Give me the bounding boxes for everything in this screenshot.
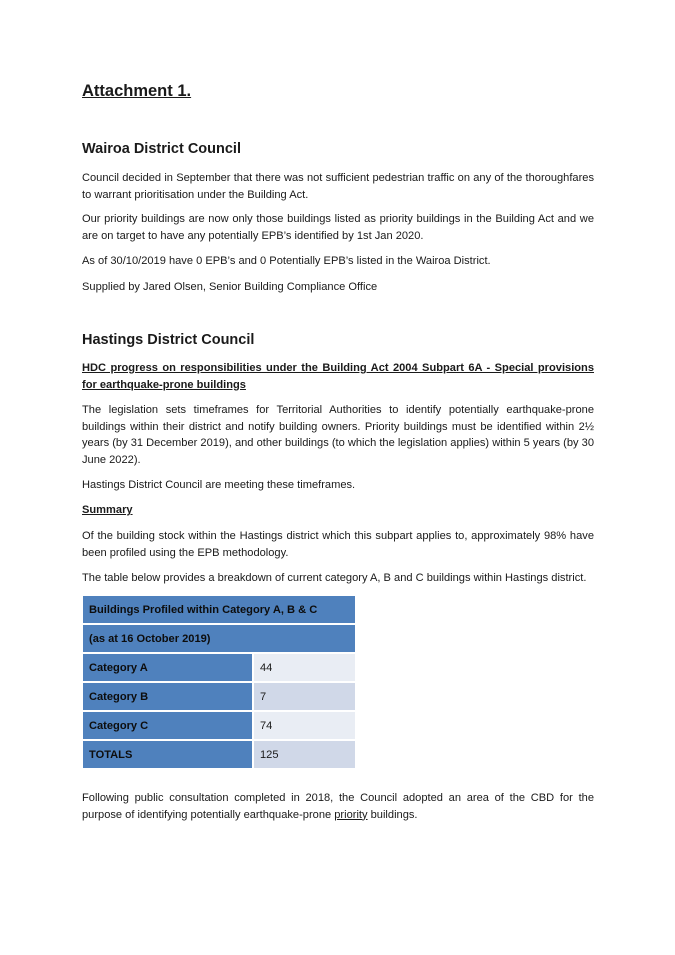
hastings-paragraph-2: Hastings District Council are meeting these timeframes.	[82, 479, 356, 491]
table-row	[82, 711, 356, 740]
hastings-paragraph-4: The table below provides a breakdown of current category A, B and C buildings within Hastings district.	[82, 572, 587, 584]
summary-heading: Summary	[82, 504, 133, 516]
priority-underlined: priority	[334, 808, 368, 821]
category-table	[82, 595, 356, 769]
attachment-title: Attachment 1.	[82, 82, 192, 100]
table-row	[82, 682, 356, 711]
wairoa-paragraph-3: As of 30/10/2019 have 0 EPB’s and 0 Potentially EPB’s listed in the Wairoa District.	[82, 255, 491, 267]
wairoa-paragraph-2: Our priority buildings are now only those buildings listed as priority buildings in the Building Act and we are on target to have any potentially EPB’s identified by 1st Jan 2020.	[82, 213, 594, 242]
paragraph-5-text: Following public consultation completed in 2018, the Council adopted an area of the CBD for the purpose of identifying potentially earthquake-prone	[82, 792, 594, 821]
wairoa-paragraph-1: Council decided in September that there was not sufficient pedestrian traffic on any of the thoroughfares to warrant prioritisation under the Building Act.	[82, 172, 594, 201]
row-value: 125	[253, 740, 356, 769]
table-header-title: Buildings Profiled within Category A, B & C	[82, 595, 356, 624]
hastings-paragraph-1: The legislation sets timeframes for Territorial Authorities to identify potentially earthquake-prone buildings within their district and notify building owners. Priority buildings must be identified within 2½ years (by 31 December 2019), and other buildings (to which the legislation applies) within 5 years (by 30 June 2022).	[82, 404, 594, 466]
table-header-date: (as at 16 October 2019)	[82, 624, 356, 653]
hastings-heading: Hastings District Council	[82, 332, 255, 348]
hastings-subheading: HDC progress on responsibilities under the Building Act 2004 Subpart 6A - Special provisions for earthquake-prone buildings	[82, 362, 594, 391]
hastings-paragraph-3: Of the building stock within the Hastings district which this subpart applies to, approximately 98% have been profiled using the EPB methodology.	[82, 530, 594, 559]
table-header-row	[82, 595, 356, 624]
wairoa-heading: Wairoa District Council	[82, 141, 241, 157]
table-header-row	[82, 624, 356, 653]
row-value: 7	[253, 682, 356, 711]
row-label: TOTALS	[82, 740, 253, 769]
row-label: Category C	[82, 711, 253, 740]
row-value: 74	[253, 711, 356, 740]
table-row	[82, 740, 356, 769]
hastings-paragraph-5	[82, 790, 594, 823]
row-value: 44	[253, 653, 356, 682]
row-label: Category B	[82, 682, 253, 711]
row-label: Category A	[82, 653, 253, 682]
table-row	[82, 653, 356, 682]
wairoa-paragraph-4: Supplied by Jared Olsen, Senior Building Compliance Office	[82, 281, 378, 293]
paragraph-5-end: buildings.	[367, 808, 418, 821]
